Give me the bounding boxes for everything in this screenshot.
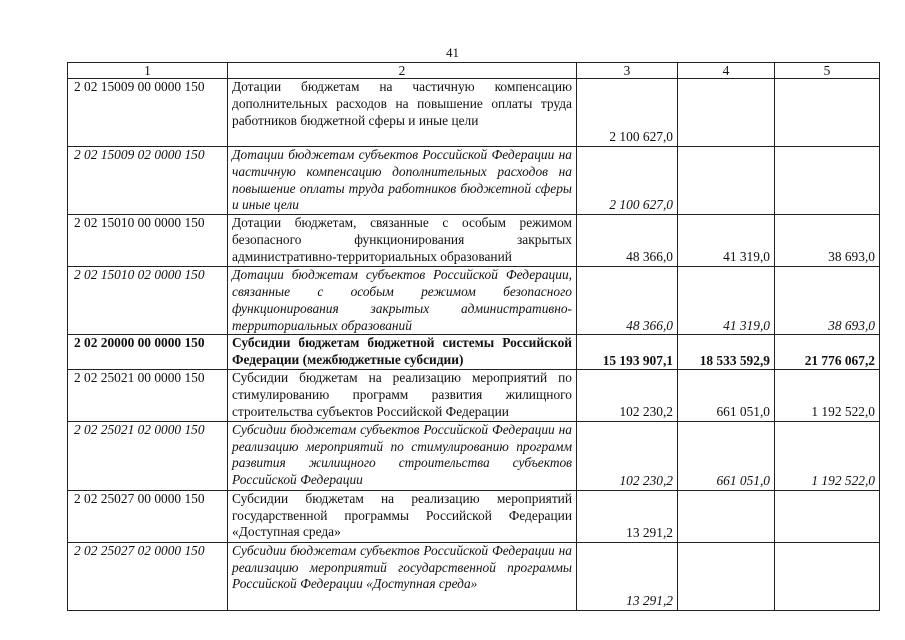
description-cell: Субсидии бюджетам на реализацию мероприятий государственной программы Российской Федерации «Доступная среда» — [228, 490, 577, 542]
value-col5-cell — [775, 147, 880, 215]
description-cell: Субсидии бюджетам на реализацию мероприятий по стимулированию программ развития жилищного строительства субъектов Российской Федерации — [228, 370, 577, 421]
value-col4-cell: 18 533 592,9 — [678, 335, 775, 370]
budget-code-cell: 2 02 25027 02 0000 150 — [68, 542, 228, 610]
value-col5-cell: 38 693,0 — [775, 215, 880, 267]
table-row — [68, 542, 880, 610]
table-row — [68, 490, 880, 542]
budget-code-cell: 2 02 15009 00 0000 150 — [68, 79, 228, 147]
value-col4-cell: 41 319,0 — [678, 267, 775, 335]
description-cell: Дотации бюджетам субъектов Российской Федерации, связанные с особым режимом безопасного функционирования закрытых административно-территориальных образований — [228, 267, 577, 335]
value-col3-cell: 2 100 627,0 — [577, 147, 678, 215]
budget-code-cell: 2 02 15010 00 0000 150 — [68, 215, 228, 267]
description-cell: Дотации бюджетам на частичную компенсацию дополнительных расходов на повышение оплаты труда работников бюджетной сферы и иные цели — [228, 79, 577, 147]
value-col4-cell — [678, 147, 775, 215]
description-cell: Субсидии бюджетам субъектов Российской Федерации на реализацию мероприятий по стимулированию программ развития жилищного строительства субъектов Российской Федерации — [228, 421, 577, 490]
value-col3-cell: 102 230,2 — [577, 370, 678, 421]
table-row — [68, 147, 880, 215]
table-row — [68, 267, 880, 335]
page-number: 41 — [446, 45, 459, 60]
description-cell: Субсидии бюджетам бюджетной системы Российской Федерации (межбюджетные субсидии) — [228, 335, 577, 370]
budget-code-cell: 2 02 25027 00 0000 150 — [68, 490, 228, 542]
table-row — [68, 335, 880, 370]
value-col5-cell — [775, 542, 880, 610]
value-col3-cell: 13 291,2 — [577, 490, 678, 542]
description-cell: Дотации бюджетам, связанные с особым режимом безопасного функционирования закрытых административно-территориальных образований — [228, 215, 577, 267]
value-col5-cell: 38 693,0 — [775, 267, 880, 335]
table-row — [68, 215, 880, 267]
budget-code-cell: 2 02 15010 02 0000 150 — [68, 267, 228, 335]
table-row — [68, 370, 880, 421]
budget-code-cell: 2 02 15009 02 0000 150 — [68, 147, 228, 215]
value-col5-cell — [775, 79, 880, 147]
table-row — [68, 79, 880, 147]
column-header-4: 4 — [678, 63, 775, 79]
value-col4-cell: 661 051,0 — [678, 421, 775, 490]
value-col3-cell: 102 230,2 — [577, 421, 678, 490]
value-col4-cell: 41 319,0 — [678, 215, 775, 267]
value-col5-cell: 21 776 067,2 — [775, 335, 880, 370]
value-col3-cell: 48 366,0 — [577, 215, 678, 267]
value-col4-cell — [678, 542, 775, 610]
header-row — [68, 63, 880, 79]
value-col4-cell — [678, 490, 775, 542]
description-cell: Субсидии бюджетам субъектов Российской Федерации на реализацию мероприятий государственной программы Российской Федерации «Доступная среда» — [228, 542, 577, 610]
value-col5-cell — [775, 490, 880, 542]
column-header-1: 1 — [68, 63, 228, 79]
value-col3-cell: 2 100 627,0 — [577, 79, 678, 147]
budget-table — [67, 62, 880, 611]
table-row — [68, 421, 880, 490]
budget-code-cell: 2 02 25021 02 0000 150 — [68, 421, 228, 490]
value-col3-cell: 48 366,0 — [577, 267, 678, 335]
value-col4-cell: 661 051,0 — [678, 370, 775, 421]
value-col5-cell: 1 192 522,0 — [775, 370, 880, 421]
value-col4-cell — [678, 79, 775, 147]
column-header-2: 2 — [228, 63, 577, 79]
description-cell: Дотации бюджетам субъектов Российской Федерации на частичную компенсацию дополнительных расходов на повышение оплаты труда работников бюджетной сферы и иные цели — [228, 147, 577, 215]
budget-code-cell: 2 02 20000 00 0000 150 — [68, 335, 228, 370]
budget-code-cell: 2 02 25021 00 0000 150 — [68, 370, 228, 421]
value-col3-cell: 15 193 907,1 — [577, 335, 678, 370]
column-header-5: 5 — [775, 63, 880, 79]
value-col5-cell: 1 192 522,0 — [775, 421, 880, 490]
column-header-3: 3 — [577, 63, 678, 79]
value-col3-cell: 13 291,2 — [577, 542, 678, 610]
